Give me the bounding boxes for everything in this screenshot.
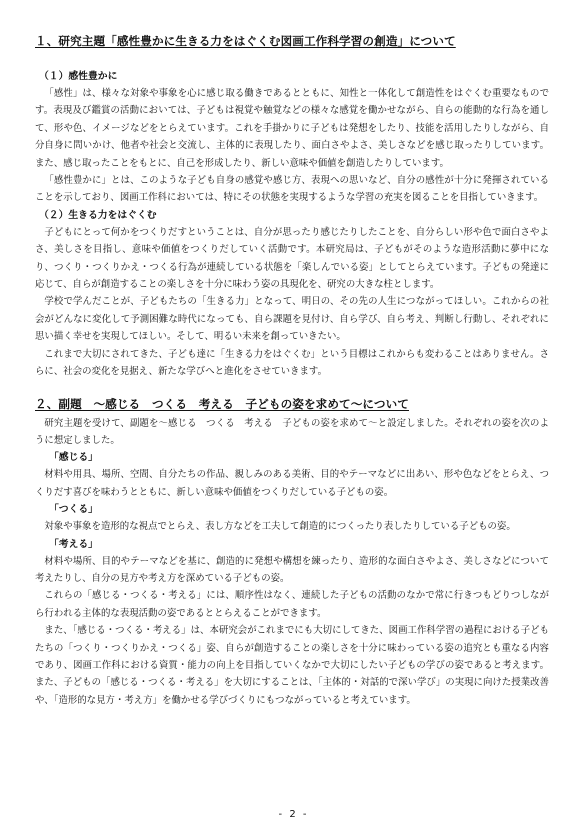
paragraph: また、「感じる・つくる・考える」は、本研究会がこれまでにも大切にしてきた、図画工作科学習の過程における子どもたちの「つくり・つくりかえ・つくる」姿、自らが創造することの楽しさを十分に味わっている姿の追究とも重なる内容であり、図画工作科における資質・能力の向上を目指していくなかで大切にしたい子どもの学びの姿であると考えます。また、子どもの「感じる・つくる・考える」を大切にすることは、「主体的・対話的で深い学び」の実現に向けた授業改善や、「造形的な見方・考え方」を働かせる学びづくりにもつながっていると考えています。	[35, 625, 549, 706]
keyword-description: 材料や場所、目的やテーマなどを基に、創造的に発想や構想を練ったり、造形的な面白さやよさ、美しさなどについて考えたりし、自分の見方や考え方を深めている子どもの姿。	[35, 555, 549, 584]
keyword-description: 材料や用具、場所、空間、自分たちの作品、親しみのある美術、目的やテーマなどに出あい、形や色などをとらえ、つくりだす喜びを味わうとともに、新しい意味や価値をつくりだしている子どもの姿。	[35, 469, 549, 498]
keyword-description: 対象や事象を造形的な視点でとらえ、表し方などを工夫して創造的につくったり表したりしている子どもの姿。	[44, 521, 516, 533]
paragraph: 子どもにとって何かをつくりだすということは、自分が思ったり感じたりしたことを、自分らしい形や色で面白さやよさ、美しさを目指し、意味や価値をつくりだしていく活動です。本研究局は、子どもがそのような造形活動に夢中になり、つくり・つくりかえ・つくる行為が連続している状態を「楽しんでいる姿」としてとらえています。子どもの発達に応じて、自らが創造することの楽しさを十分に味わう姿の具現化を、研究の大きな柱とします。	[35, 226, 549, 291]
section-2-intro: 研究主題を受けて、副題を～感じる つくる 考える 子どもの姿を求めて～と設定しました。それぞれの姿を次のように想定しました。	[35, 417, 549, 446]
subsection-2-heading: （２）生きる力をはぐくむ	[39, 209, 157, 221]
keyword-kanjiru: 「感じる」	[49, 452, 98, 464]
subsection-1-heading: （１）感性豊かに	[39, 71, 118, 82]
paragraph: これらの「感じる・つくる・考える」には、順序性はなく、連続した子どもの活動のなかで常に行きつもどりつしながら行われる主体的な表現活動の姿であるととらえることができます。	[35, 590, 549, 619]
section-1-title: １、研究主題「感性豊かに生きる力をはぐくむ図画工作科学習の創造」について	[35, 34, 456, 48]
paragraph: 「感性」は、様々な対象や事象を心に感じ取る働きであるとともに、知性と一体化して創造性をはぐくむ重要なものです。表現及び鑑賞の活動においては、子どもは視覚や触覚などの様々な感覚を働かせながら、自らの能動的な行為を通して、形や色、イメージなどをとらえています。これを手掛かりに子どもは発想をしたり、技能を活用したりしながら、自分自身に問いかけ、他者や社会と交流し、主体的に表現したり、面白さやよさ、美しさなどを感じ取ったりしています。また、感じ取ったことをもとに、自己を形成したり、新しい意味や価値を創造したりしています。	[35, 88, 549, 169]
paragraph: 「感性豊かに」とは、このような子ども自身の感覚や感じ方、表現への思いなど、自分の感性が十分に発揮されていることを示しており、図画工作科においては、特にその状態を実現するような学習の充実を図ることを目指していきます。	[35, 175, 549, 204]
paragraph: これまで大切にされてきた、子ども達に「生きる力をはぐくむ」という目標はこれからも変わることはありません。さらに、社会の変化を見据え、新たな学びへと進化をさせていきます。	[35, 348, 549, 378]
keyword-tsukuru: 「つくる」	[49, 504, 98, 516]
paragraph: 学校で学んだことが、子どもたちの「生きる力」となって、明日の、その先の人生につながってほしい。これからの社会がどんなに変化して予測困難な時代になっても、自ら課題を見付け、自ら学び、自ら考え、判断し行動し、それぞれに思い描く幸せを実現してほしい。そして、明るい未来を創っていきたい。	[35, 296, 549, 343]
page-number: - 2 -	[278, 809, 309, 820]
section-2-title: ２、副題 ～感じる つくる 考える 子どもの姿を求めて～について	[35, 396, 409, 411]
keyword-kangaeru: 「考える」	[49, 538, 98, 550]
